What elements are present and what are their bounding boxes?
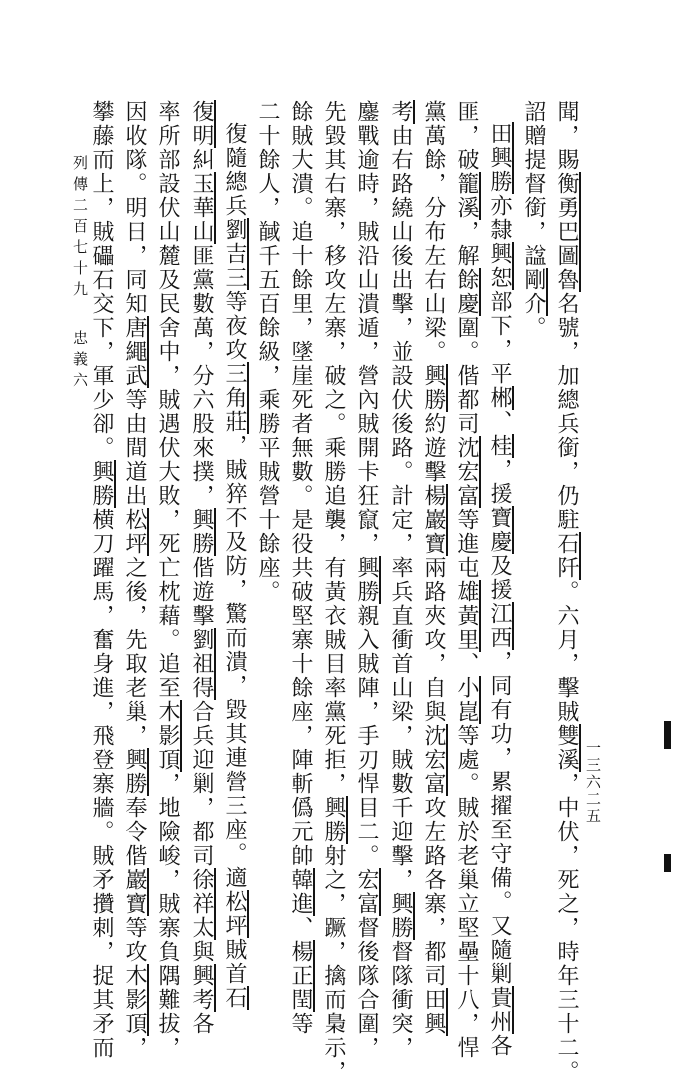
text-segment: ，解 (454, 220, 479, 268)
text-column (256, 100, 278, 930)
proper-name: 巖寶 (122, 868, 147, 916)
proper-name: 楊巖寶 (421, 484, 446, 556)
proper-name: 桂 (487, 434, 512, 458)
text-column (321, 100, 346, 1084)
text-segment: 復隨總兵 (222, 122, 247, 218)
proper-name: 郴 (487, 386, 512, 410)
proper-name: 小崑 (454, 676, 479, 724)
text-column (454, 100, 479, 1060)
proper-name: 木影頂 (155, 700, 180, 772)
proper-name: 徐祥太 (189, 868, 214, 940)
proper-name: 興恕 (487, 242, 512, 290)
proper-name: 雄黃里 (454, 580, 479, 652)
scan-edge-mark (664, 854, 671, 872)
proper-name: 松坪 (122, 508, 147, 556)
proper-name: 田興 (421, 988, 446, 1036)
text-segment: 部下，平 (487, 290, 512, 386)
proper-name: 興勝 (388, 892, 413, 940)
text-segment: 糾 (189, 148, 214, 172)
text-segment: 名號，加總兵銜，仍駐 (554, 292, 579, 532)
text-segment: 。 (521, 316, 546, 340)
text-segment: 等夜攻 (222, 290, 247, 362)
text-segment: 等由間道出 (122, 388, 147, 508)
text-segment: ，同有功，累擢至守備。又隨剿 (487, 650, 512, 986)
proper-name: 劉吉三 (222, 218, 247, 290)
text-segment: 、 (288, 916, 313, 940)
proper-name: 松坪 (222, 890, 247, 938)
text-segment: ，中伏，死之，時年三十二。 (554, 772, 579, 1084)
text-segment: 鏖戰逾時，賊沿山潰遁，營內賊開卡狂竄， (354, 100, 379, 556)
proper-name: 興勝 (122, 748, 147, 796)
text-column (155, 100, 180, 1060)
proper-name: 餘慶 (454, 268, 479, 316)
proper-name: 沈宏富 (421, 724, 446, 796)
text-column (89, 100, 114, 1060)
text-segment: 。六月，擊賊 (554, 580, 579, 724)
proper-name: 石阡 (554, 532, 579, 580)
text-segment: 詔贈提督銜，諡 (521, 100, 546, 268)
proper-name: 興勝 (354, 556, 379, 604)
text-column (288, 100, 313, 1036)
text-segment: 亦隸 (487, 194, 512, 242)
proper-name: 石 (222, 986, 247, 1010)
proper-name: 韓進 (288, 868, 313, 916)
proper-name: 玉華山 (189, 172, 214, 244)
text-segment: 親入賊陣，手刃悍目二。 (354, 604, 379, 868)
proper-name: 田興勝 (487, 122, 512, 194)
running-head-chapter: 列傳二百七十九 (71, 155, 89, 302)
proper-name: 江西 (487, 602, 512, 650)
text-segment: ，賊猝不及防，驚而潰，毀其連營三座。適 (222, 434, 247, 890)
text-segment: 等攻 (122, 916, 147, 964)
text-segment: 率所部設伏山麓及民舍中，賊遇伏大敗，死亡枕藉。追至 (155, 100, 180, 700)
proper-name: 雙溪 (554, 724, 579, 772)
text-segment: 二十餘人，馘千五百餘級，乘勝平賊營十餘座。 (255, 100, 280, 604)
scan-edge-mark (664, 721, 671, 749)
text-segment: 射之，蹶，擒而梟示， (321, 844, 346, 1084)
text-segment: 督隊衝突， (388, 940, 413, 1060)
text-segment: 圍。偕都司 (454, 316, 479, 436)
text-segment: ，地險峻，賊寨負隅難拔， (155, 772, 180, 1060)
text-segment: 偕遊擊 (189, 556, 214, 628)
text-segment: 賊首 (222, 938, 247, 986)
text-column (522, 100, 544, 930)
text-segment: 及援 (487, 554, 512, 602)
text-column (189, 100, 214, 1036)
text-segment: 由右路繞山後出擊，並設伏後路。計定，率兵直衝首山梁，賊數千迎擊， (388, 124, 413, 892)
text-segment: 與 (189, 940, 214, 964)
text-segment: 黨萬餘，分布左右山梁。 (421, 100, 446, 364)
proper-name: 興勝 (321, 796, 346, 844)
proper-name: 籠溪 (454, 172, 479, 220)
text-column (222, 100, 247, 1010)
text-segment: 攻左路各寨，都司 (421, 796, 446, 988)
proper-name: 三角莊 (222, 362, 247, 434)
proper-name: 貴州 (487, 986, 512, 1034)
text-segment: 約遊擊 (421, 412, 446, 484)
text-segment: ， (122, 1036, 147, 1060)
text-segment: 督後隊合圍， (354, 916, 379, 1060)
text-column (554, 100, 579, 1084)
text-segment: 、 (454, 652, 479, 676)
text-segment: 攀藤而上，賊礧石交下，軍少卻。 (89, 100, 114, 460)
text-segment: 匪黨數萬，分六股來撲， (189, 244, 214, 508)
proper-name: 興勝 (421, 364, 446, 412)
text-segment: 各 (487, 1034, 512, 1058)
text-segment: 、 (487, 410, 512, 434)
text-column (122, 100, 147, 1060)
text-segment: 等進屯 (454, 508, 479, 580)
proper-name: 衡勇巴圖魯 (554, 172, 579, 292)
text-segment: ，援 (487, 458, 512, 506)
proper-name: 劉祖得 (189, 628, 214, 700)
text-segment: 等 (288, 1012, 313, 1036)
proper-name: 剛介 (521, 268, 546, 316)
text-segment: 因收隊。明日，同知 (122, 100, 147, 316)
proper-name: 考 (388, 100, 413, 124)
text-segment: 匪，破 (454, 100, 479, 172)
proper-name: 寶慶 (487, 506, 512, 554)
text-segment: 各 (189, 1012, 214, 1036)
proper-name: 沈宏富 (454, 436, 479, 508)
proper-name: 宏富 (354, 868, 379, 916)
text-column (388, 100, 413, 1060)
text-column (487, 100, 512, 1058)
proper-name: 興考 (189, 964, 214, 1012)
text-segment: 兩路夾攻，自與 (421, 556, 446, 724)
proper-name: 復明 (189, 100, 214, 148)
proper-name: 楊正閏 (288, 940, 313, 1012)
text-segment: 奉令偕 (122, 796, 147, 868)
proper-name: 唐繩武 (122, 316, 147, 388)
text-segment: 先毀其右寨，移攻左寨，破之。乘勝追襲，有黃衣賊目率黨死拒， (321, 100, 346, 796)
text-segment: 等處。賊於老巢立堅壘十八，悍 (454, 724, 479, 1060)
text-segment: 合兵迎剿，都司 (189, 700, 214, 868)
text-segment: 之後，先取老巢， (122, 556, 147, 748)
proper-name: 興勝 (189, 508, 214, 556)
proper-name: 興勝 (89, 460, 114, 508)
text-column (354, 100, 379, 1060)
text-column (421, 100, 446, 1036)
text-segment: 聞，賜 (554, 100, 579, 172)
proper-name: 木影頂 (122, 964, 147, 1036)
page-number: 一三六二五 (584, 740, 602, 825)
text-segment: 餘賊大潰。追十餘里，墜崖死者無數。是役共破堅寨十餘座，陣斬僞元帥 (288, 100, 313, 868)
running-head-section: 忠義六 (71, 330, 89, 393)
text-segment: 横刀躍馬，奮身進，飛登寨牆。賊矛攢刺，捉其矛而 (89, 508, 114, 1060)
